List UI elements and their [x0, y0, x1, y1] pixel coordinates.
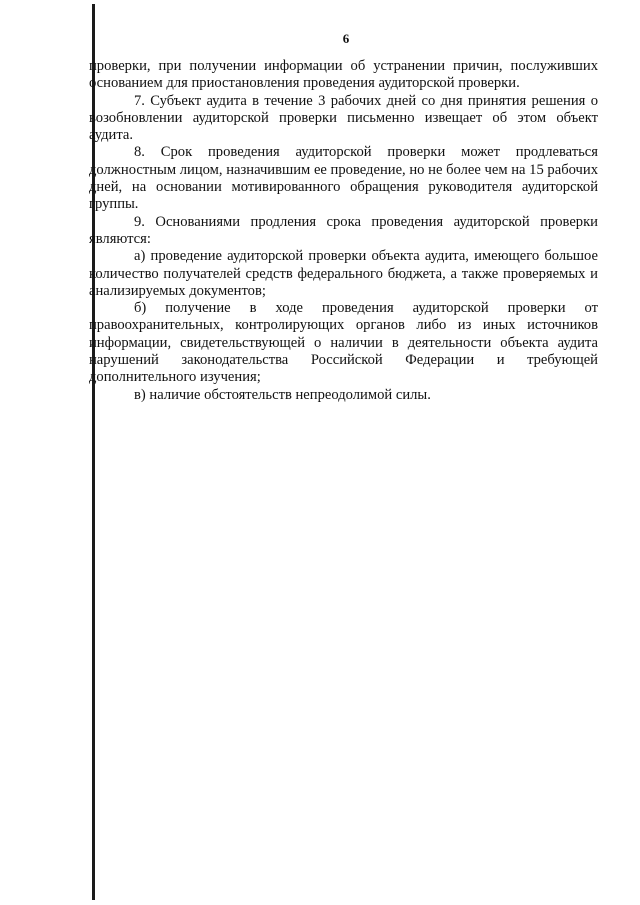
paragraph-subitem-b: б) получение в ходе проведения аудиторской проверки от правоохранительных, контролирующих органов либо из иных источников информации, свидетельствующей о наличии в деятельности объекта аудита нарушений законодательства Российской Федерации и требующей дополнительного изучения; [89, 300, 598, 386]
paragraph-item-9: 9. Основаниями продления срока проведения аудиторской проверки являются: [89, 213, 598, 247]
paragraph-subitem-v: в) наличие обстоятельств непреодолимой силы. [134, 386, 431, 403]
paragraph-item-7: 7. Субъект аудита в течение 3 рабочих дней со дня принятия решения о возобновлении аудиторской проверки письменно извещает об этом объект аудита. [89, 92, 598, 144]
paragraph-subitem-a: а) проведение аудиторской проверки объекта аудита, имеющего большое количество получателей средств федерального бюджета, а также проверяемых и анализируемых документов; [89, 248, 598, 299]
paragraph-item-8: 8. Срок проведения аудиторской проверки может продлеваться должностным лицом, назначившим ее проведение, но не более чем на 15 рабочих дней, на основании мотивированного обращения руководителя аудиторской группы. [89, 144, 598, 213]
paragraph-continuation: проверки, при получении информации об устранении причин, послуживших основанием для приостановления проведения аудиторской проверки. [89, 58, 598, 92]
page-number: 6 [342, 31, 350, 46]
document-body [89, 58, 598, 404]
